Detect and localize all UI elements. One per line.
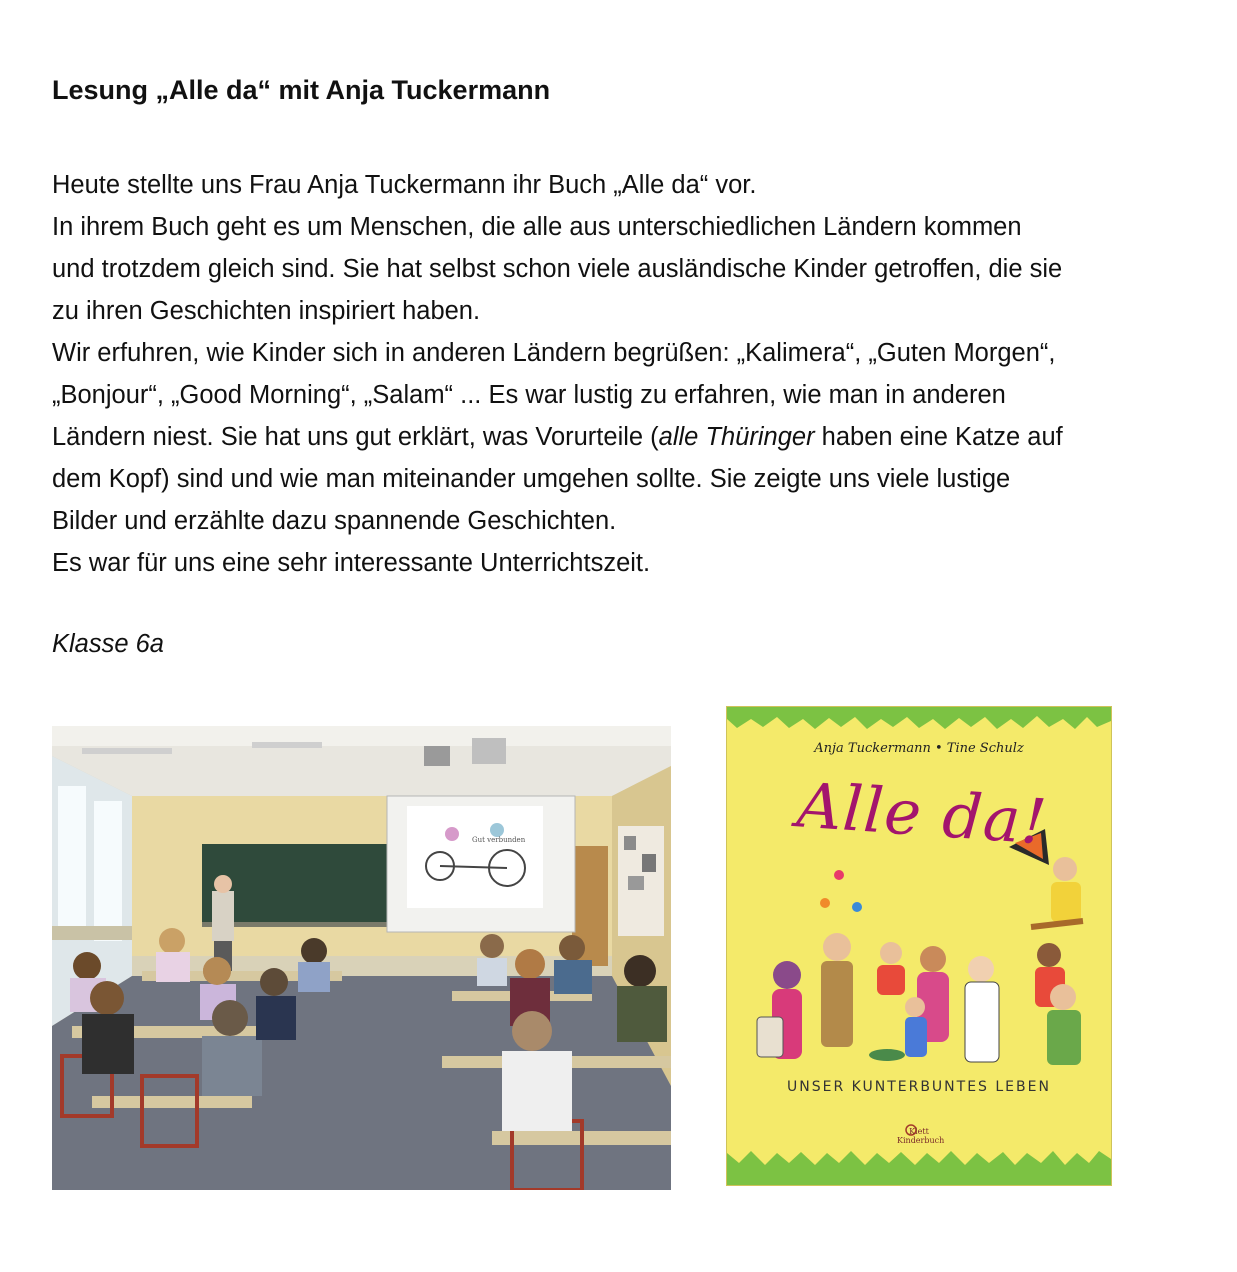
body-line: „Bonjour“, „Good Morning“, „Salam“ ... Es war lustig zu erfahren, wie man in anderen xyxy=(52,381,1006,409)
body-line: In ihrem Buch geht es um Menschen, die alle aus unterschiedlichen Ländern kommen xyxy=(52,213,1022,241)
book-authors: Anja Tuckermann • Tine Schulz xyxy=(814,741,1024,756)
body-line: zu ihren Geschichten inspiriert haben. xyxy=(52,297,481,325)
body-line: Bilder und erzählte dazu spannende Geschichten. xyxy=(52,507,617,535)
article-body xyxy=(52,164,1222,584)
book-publisher: Klett Kinderbuch xyxy=(897,1127,945,1145)
book-subtitle: UNSER KUNTERBUNTES LEBEN xyxy=(787,1079,1051,1095)
article-signature: Klasse 6a xyxy=(52,630,164,658)
book-cover xyxy=(726,706,1112,1186)
body-line xyxy=(52,416,1222,458)
book-title: Alle da! xyxy=(794,768,1050,859)
body-line: Wir erfuhren, wie Kinder sich in anderen Ländern begrüßen: „Kalimera“, „Guten Morgen“, xyxy=(52,339,1056,367)
classroom-photo xyxy=(52,726,671,1190)
body-line: Es war für uns eine sehr interessante Unterrichtszeit. xyxy=(52,549,651,577)
body-line: und trotzdem gleich sind. Sie hat selbst schon viele ausländische Kinder getroffen, die sie xyxy=(52,255,1063,283)
body-line: Heute stellte uns Frau Anja Tuckermann ihr Buch „Alle da“ vor. xyxy=(52,171,757,199)
slide-text: Gut verbunden xyxy=(472,836,526,844)
article-title: Lesung „Alle da“ mit Anja Tuckermann xyxy=(52,75,551,105)
body-line: dem Kopf) sind und wie man miteinander umgehen sollte. Sie zeigte uns viele lustige xyxy=(52,465,1011,493)
body-text-segment: haben eine Katze auf xyxy=(814,423,1063,451)
body-text-segment: Ländern niest. Sie hat uns gut erklärt, was Vorurteile ( xyxy=(52,423,659,451)
body-text-emphasis: alle Thüringer xyxy=(658,423,815,451)
